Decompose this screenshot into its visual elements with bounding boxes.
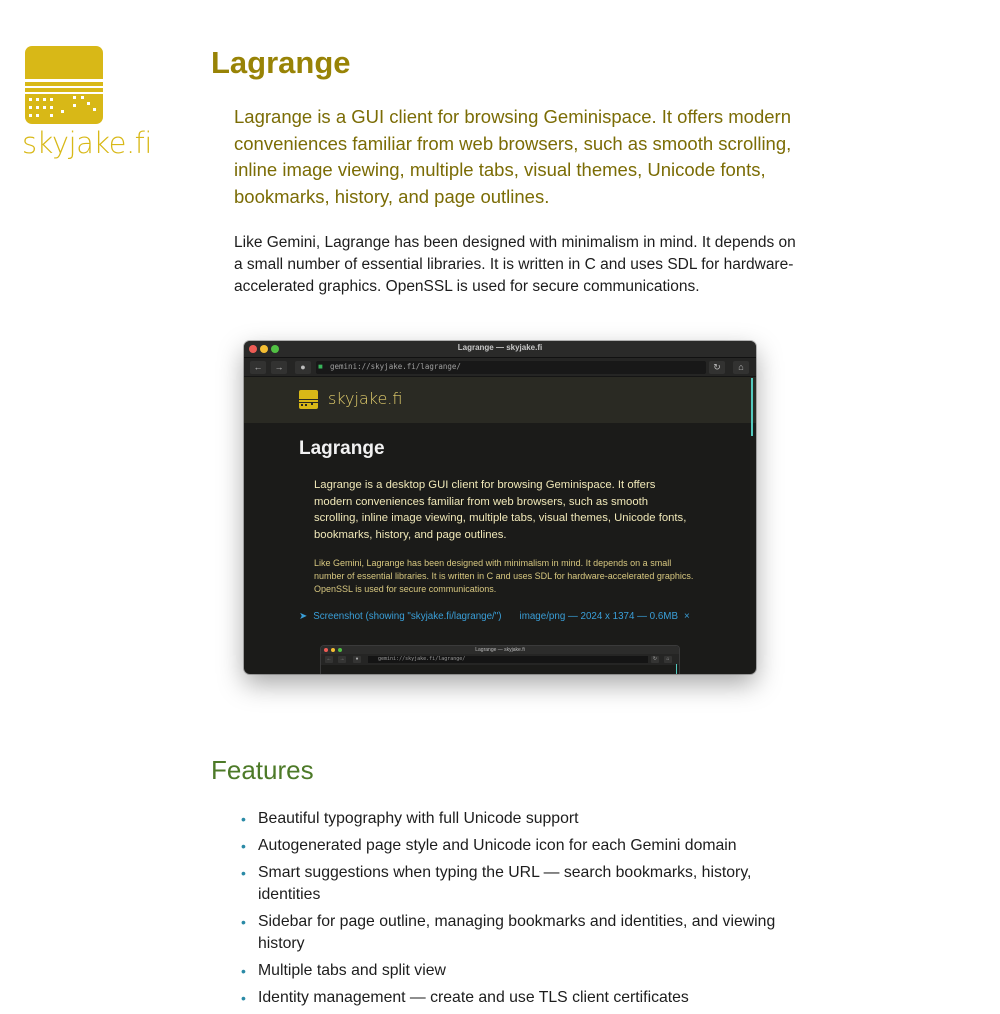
screenshot-lead-paragraph: Lagrange is a desktop GUI client for browsing Geminispace. It offers modern conveniences familiar from web browsers, such as smooth scrolling, inline image viewing, multiple tabs, visual themes, Unicode fonts, bookmarks, history, and page outlines. [314, 479, 687, 541]
bullet-icon: • [241, 811, 246, 827]
arrow-right-icon: → [339, 656, 345, 662]
feature-list [241, 808, 798, 1014]
reload-icon: ↻ [652, 656, 658, 662]
nested-url-bar [368, 656, 648, 663]
lead-paragraph: Lagrange is a GUI client for browsing Geminispace. It offers modern conveniences familiar from web browsers, such as smooth scrolling, inline image viewing, multiple tabs, visual themes, Unicode fonts, bookmarks, history, and page outlines. [234, 106, 792, 207]
feature-text: Multiple tabs and split view [258, 962, 446, 979]
window-title: Lagrange — skyjake.fi [457, 343, 543, 352]
screenshot-page-title: Lagrange [299, 438, 385, 459]
site-banner [244, 377, 756, 423]
nested-toolbar [321, 654, 679, 665]
reload-icon: ↻ [709, 361, 725, 374]
arrow-right-icon: → [271, 361, 287, 374]
url-text: gemini://skyjake.fi/lagrange/ [330, 362, 461, 371]
nested-scrollbar [676, 664, 677, 674]
site-name: skyjake.fi [22, 126, 152, 160]
screenshot-body-paragraph: Like Gemini, Lagrange has been designed with minimalism in mind. It depends on a small number of essential libraries. It is written in C and uses SDL for hardware-accelerated graphics. OpenSSL is used for secure communications. [314, 558, 694, 594]
building-skyline-icon [299, 390, 318, 409]
arrow-left-icon: ← [250, 361, 266, 374]
feature-text: Sidebar for page outline, managing bookmarks and identities, and viewing history [258, 913, 776, 952]
nested-screenshot [321, 646, 679, 674]
nested-url-text: gemini://skyjake.fi/lagrange/ [378, 656, 466, 662]
bullet-icon: • [241, 838, 246, 854]
link-arrow-icon: ➤ [299, 611, 308, 622]
body-paragraph: Like Gemini, Lagrange has been designed with minimalism in mind. It depends on a small number of essential libraries. It is written in C and uses SDL for hardware-accelerated graphics. OpenSSL is used for secure communications. [234, 234, 796, 295]
list-item [241, 911, 798, 955]
feature-text: Beautiful typography with full Unicode support [258, 810, 579, 827]
url-bar [316, 361, 706, 374]
list-item [241, 862, 798, 906]
bullet-icon: • [241, 990, 246, 1006]
bullet-icon: • [241, 963, 246, 979]
person-icon: ● [295, 361, 311, 374]
image-link-label: Screenshot (showing "skyjake.fi/lagrange/") [313, 611, 502, 622]
list-item [241, 960, 798, 982]
bullet-icon: • [241, 865, 246, 881]
page-title: Lagrange [211, 45, 351, 80]
arrow-left-icon: ← [326, 656, 332, 662]
home-icon: ⌂ [664, 656, 672, 663]
nested-window-titlebar [321, 646, 679, 654]
app-screenshot[interactable] [244, 341, 756, 674]
site-logo[interactable] [22, 46, 152, 160]
site-name: skyjake.fi [328, 389, 403, 408]
list-item [241, 808, 798, 830]
browser-toolbar [244, 358, 756, 377]
feature-text: Identity management — create and use TLS client certificates [258, 989, 689, 1006]
feature-text: Smart suggestions when typing the URL — search bookmarks, history, identities [258, 864, 752, 903]
scrollbar [751, 378, 753, 436]
person-icon: ● [353, 656, 361, 663]
list-item [241, 987, 798, 1009]
window-titlebar [244, 341, 756, 358]
nested-window-title: Lagrange — skyjake.fi [475, 647, 525, 653]
image-link [299, 611, 690, 622]
feature-text: Autogenerated page style and Unicode icon for each Gemini domain [258, 837, 737, 854]
list-item [241, 835, 798, 857]
lock-icon: ■ [318, 362, 323, 371]
image-link-meta: image/png — 2024 x 1374 — 0.6MB [519, 611, 678, 622]
home-icon: ⌂ [733, 361, 749, 374]
features-heading: Features [211, 755, 314, 785]
bullet-icon: • [241, 914, 246, 930]
building-skyline-icon [25, 46, 103, 124]
close-icon: × [684, 611, 690, 622]
